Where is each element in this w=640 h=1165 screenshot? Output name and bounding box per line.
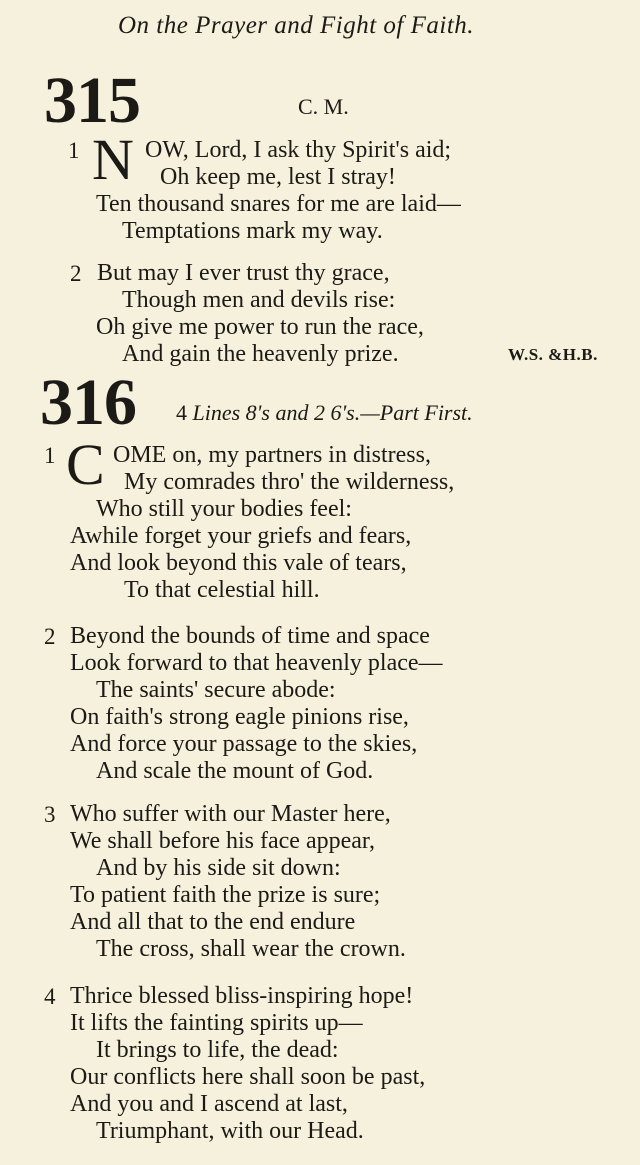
verse-line: And force your passage to the skies, <box>70 731 418 757</box>
verse-line: The saints' secure abode: <box>96 677 336 703</box>
verse-line: And gain the heavenly prize. <box>122 341 399 367</box>
verse-line: Ten thousand snares for me are laid— <box>96 191 461 217</box>
verse-line: On faith's strong eagle pinions rise, <box>70 704 409 730</box>
hymn-number: 316 <box>40 366 136 439</box>
verse-line: We shall before his face appear, <box>70 828 375 854</box>
verse-line: And all that to the end endure <box>70 909 356 935</box>
verse-line: Oh give me power to run the race, <box>96 314 424 340</box>
verse-line: Though men and devils rise: <box>122 287 396 313</box>
verse-line: But may I ever trust thy grace, <box>97 260 390 286</box>
hymn-number: 315 <box>44 64 140 137</box>
hymn-meter: C. M. <box>298 94 349 119</box>
verse-line: Our conflicts here shall soon be past, <box>70 1064 426 1090</box>
verse-line: To that celestial hill. <box>124 577 320 603</box>
verse-line: Thrice blessed bliss-inspiring hope! <box>70 983 414 1009</box>
verse-number: 4 <box>44 984 56 1009</box>
verse-line: It lifts the fainting spirits up— <box>70 1010 363 1036</box>
verse-number: 1 <box>44 443 56 468</box>
verse-number: 1 <box>68 138 80 163</box>
verse-line: Temptations mark my way. <box>122 218 383 244</box>
verse-line: Awhile forget your griefs and fears, <box>70 523 412 549</box>
verse-line: It brings to life, the dead: <box>96 1037 339 1063</box>
verse-line: Who still your bodies feel: <box>96 496 352 522</box>
author-attribution: W.S. &H.B. <box>508 345 598 364</box>
verse-line: Look forward to that heavenly place— <box>70 650 443 676</box>
verse-line: And look beyond this vale of tears, <box>70 550 407 576</box>
running-head: On the Prayer and Fight of Faith. <box>118 12 475 39</box>
verse-line: OME on, my partners in distress, <box>113 442 431 468</box>
meter-description: Lines 8's and 2 6's.—Part First. <box>192 400 473 425</box>
verse-line: My comrades thro' the wilderness, <box>124 469 455 495</box>
verse-line: Beyond the bounds of time and space <box>70 623 430 649</box>
verse-number: 2 <box>44 624 56 649</box>
verse-number: 2 <box>70 261 82 286</box>
meter-prefix: 4 <box>176 400 187 425</box>
verse-line: Triumphant, with our Head. <box>96 1118 364 1144</box>
verse-line: Oh keep me, lest I stray! <box>160 164 396 190</box>
verse-line: Who suffer with our Master here, <box>70 801 391 827</box>
verse-line: And scale the mount of God. <box>96 758 374 784</box>
verse-line: To patient faith the prize is sure; <box>70 882 381 908</box>
verse-number: 3 <box>44 802 56 827</box>
verse-line: OW, Lord, I ask thy Spirit's aid; <box>145 137 452 163</box>
verse-line: And by his side sit down: <box>96 855 341 881</box>
drop-cap: C <box>66 432 105 497</box>
drop-cap: N <box>92 127 134 192</box>
hymn-meter <box>176 400 473 426</box>
verse-line: The cross, shall wear the crown. <box>96 936 406 962</box>
verse-line: And you and I ascend at last, <box>70 1091 348 1117</box>
